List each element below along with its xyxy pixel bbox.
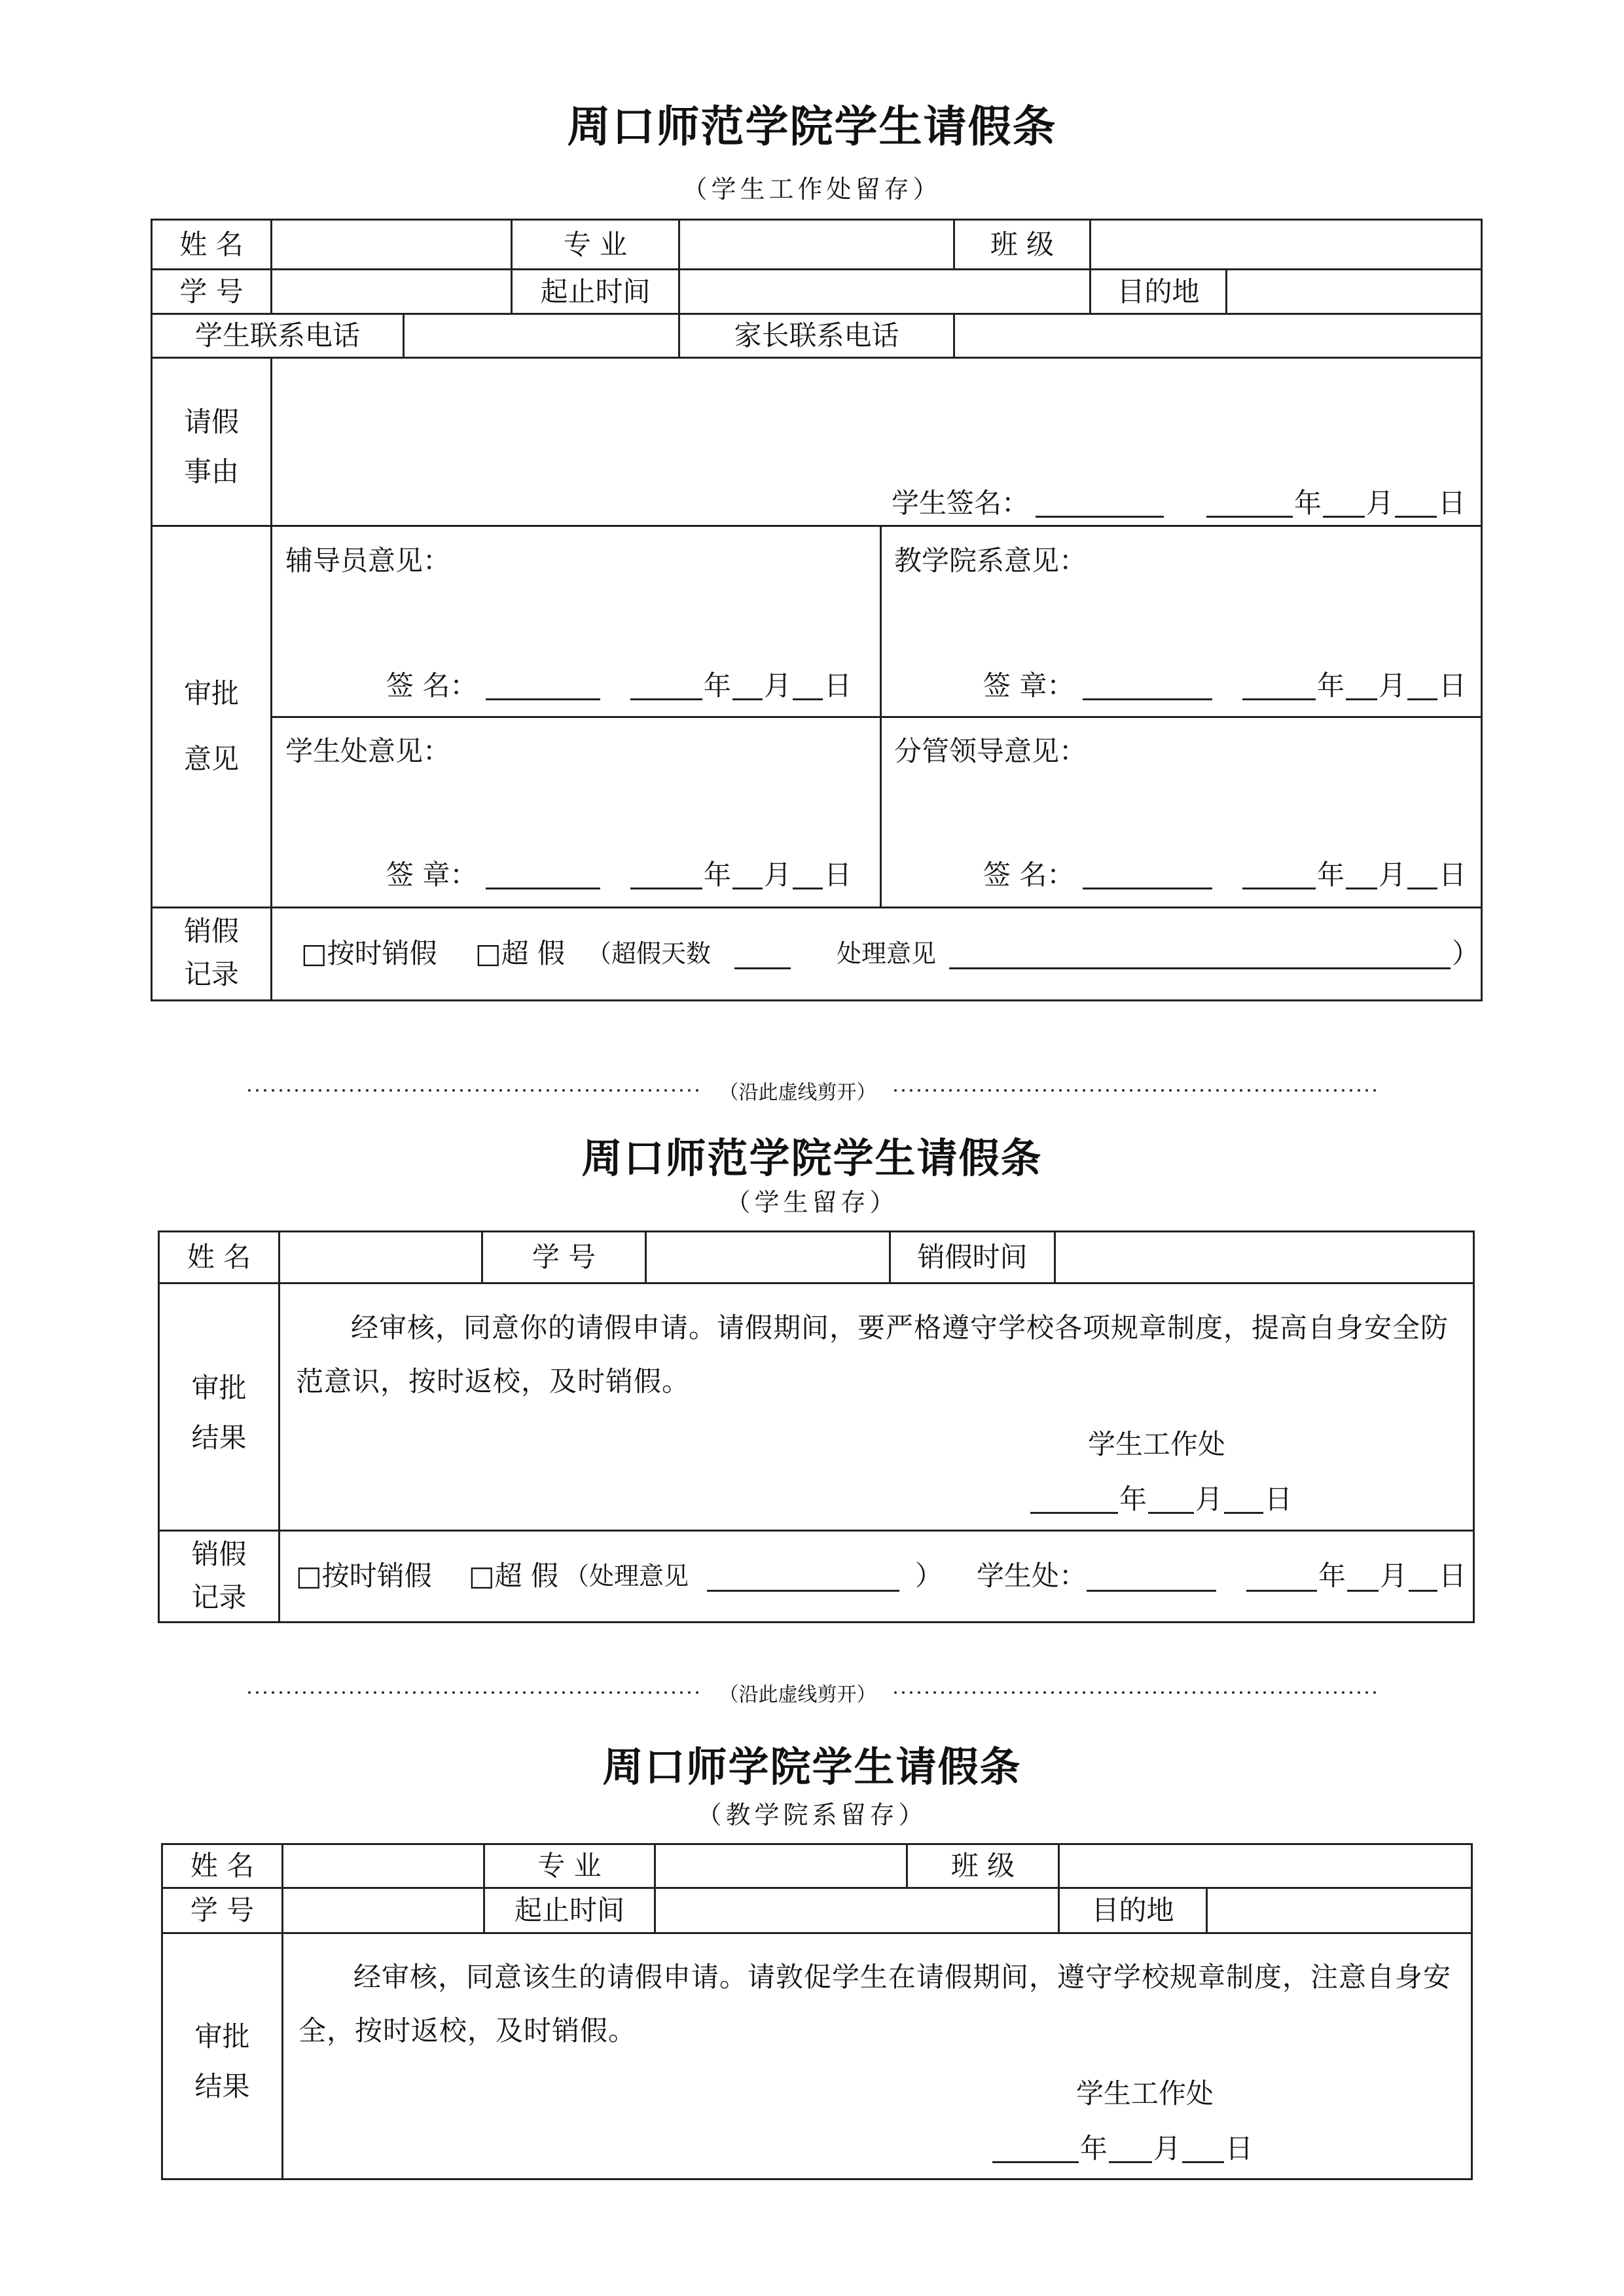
form3-subtitle: （教学院系留存） — [696, 1801, 928, 1829]
cut-dots-right — [892, 1089, 1379, 1092]
form2-approval-label — [160, 1363, 278, 1463]
form3-title: 周口师学院学生请假条 — [602, 1743, 1022, 1791]
form1-reason-label — [153, 397, 270, 497]
form1-over-days-label: （超假天数 — [586, 939, 712, 968]
form1-leader-year-line[interactable] — [1242, 888, 1316, 889]
form1-row-divider — [151, 906, 1483, 908]
form1-student-phone-field[interactable] — [405, 315, 678, 357]
form2-on-time-checkbox[interactable]: □按时销假 — [296, 1560, 432, 1592]
form2-cancel-label-line1: 销假 — [191, 1538, 247, 1570]
form3-class-field[interactable] — [1060, 1845, 1471, 1887]
form1-month-line[interactable] — [1323, 516, 1365, 518]
form1-cancel-label-line2: 记录 — [183, 958, 239, 990]
form3-month-line[interactable] — [1109, 2161, 1152, 2163]
form2-office-day-text: 日 — [1439, 1560, 1467, 1592]
form1-dest-field[interactable] — [1227, 270, 1481, 313]
form1-border-bottom — [151, 999, 1483, 1001]
form1-period-label: 起止时间 — [540, 275, 651, 308]
form3-day-text: 日 — [1225, 2132, 1254, 2164]
form1-student-sign-label: 学生签名： — [892, 487, 1030, 519]
form2-month-line[interactable] — [1148, 1512, 1194, 1514]
form3-name-label: 姓 名 — [190, 1850, 255, 1882]
form1-id-field[interactable] — [272, 270, 511, 313]
form1-counselor-opinion: 辅导员意见： — [285, 545, 451, 577]
form1-period-field[interactable] — [680, 270, 1089, 313]
cut-line-label: （沿此虚线剪开） — [719, 1683, 876, 1706]
form1-approval-label — [153, 661, 270, 792]
form1-subtitle: （学生工作处留存） — [682, 175, 942, 204]
form2-col-divider — [278, 1230, 280, 1623]
form1-leader-month-text: 月 — [1379, 859, 1407, 891]
form1-leader-opinion: 分管领导意见： — [894, 735, 1087, 767]
form3-approval-label-line1: 审批 — [194, 2020, 250, 2053]
form1-leader-sign-label: 签 名： — [983, 859, 1075, 891]
form3-period-label: 起止时间 — [514, 1894, 624, 1926]
form1-counselor-year-text: 年 — [704, 670, 732, 702]
form1-leader-day-line[interactable] — [1407, 888, 1437, 889]
form1-year-text: 年 — [1294, 487, 1322, 519]
form1-counselor-year-line[interactable] — [630, 698, 702, 700]
cut-line-2 — [0, 1678, 1624, 1707]
form2-cancel-time-label: 销假时间 — [917, 1241, 1028, 1273]
form1-student-office-sign-label: 签 章： — [386, 859, 478, 891]
form2-office-year-text: 年 — [1318, 1560, 1346, 1592]
form1-on-time-checkbox[interactable]: □按时销假 — [301, 937, 437, 969]
form1-handle-opinion-label: 处理意见 — [837, 939, 937, 968]
form1-dest-label: 目的地 — [1117, 275, 1200, 308]
form3-day-line[interactable] — [1182, 2161, 1224, 2163]
form2-year-text: 年 — [1119, 1483, 1147, 1515]
form1-class-field[interactable] — [1091, 221, 1481, 268]
form1-major-field[interactable] — [680, 221, 953, 268]
form1-student-office-year-line[interactable] — [630, 888, 702, 889]
form2-cancel-label-line2: 记录 — [191, 1581, 247, 1613]
form3-period-field[interactable] — [656, 1889, 1058, 1932]
form2-office-sign-line[interactable] — [1087, 1590, 1216, 1592]
form1-dept-month-line[interactable] — [1346, 698, 1377, 700]
form1-student-office-year-text: 年 — [704, 859, 732, 891]
form1-day-line[interactable] — [1395, 516, 1437, 518]
form2-cancel-label — [160, 1533, 278, 1619]
form1-month-text: 月 — [1366, 487, 1394, 519]
form1-counselor-sign-line[interactable] — [486, 698, 600, 700]
form2-name-label: 姓 名 — [187, 1241, 251, 1273]
form2-close-paren: ） — [915, 1560, 943, 1592]
form1-parent-phone-field[interactable] — [955, 315, 1481, 357]
form1-student-office-sign-line[interactable] — [486, 888, 600, 889]
form1-handle-opinion-line[interactable] — [949, 967, 1451, 969]
cut-dots-right — [892, 1691, 1379, 1694]
cut-line-label: （沿此虚线剪开） — [719, 1081, 876, 1104]
form1-dept-opinion: 教学院系意见： — [894, 545, 1087, 577]
form1-day-text: 日 — [1438, 487, 1466, 519]
form2-approval-text: 经审核，同意你的请假申请。请假期间，要严格遵守学校各项规章制度，提高自身安全防范意识，按时返校，及时销假。 — [296, 1312, 1449, 1397]
form2-over-time-checkbox[interactable]: □超 假 — [469, 1560, 559, 1592]
form2-name-field[interactable] — [280, 1232, 481, 1282]
form1-student-office-opinion: 学生处意见： — [285, 735, 451, 767]
form1-dept-sign-line[interactable] — [1083, 698, 1212, 700]
form1-border-right — [1481, 219, 1483, 1001]
form3-dest-label: 目的地 — [1091, 1894, 1174, 1926]
form1-title: 周口师范学院学生请假条 — [567, 101, 1057, 152]
form3-class-label: 班 级 — [950, 1850, 1015, 1882]
form2-day-text: 日 — [1265, 1483, 1293, 1515]
form1-reason-label-line1: 请假 — [183, 406, 239, 438]
form1-year-line[interactable] — [1206, 516, 1293, 518]
form1-over-days-line[interactable] — [734, 967, 791, 969]
form1-counselor-month-line[interactable] — [732, 698, 763, 700]
form1-approval-label-line1: 审批 — [183, 677, 239, 709]
form2-cancel-time-field[interactable] — [1056, 1232, 1473, 1282]
cut-line-1 — [0, 1076, 1624, 1105]
form3-id-field[interactable] — [283, 1889, 483, 1932]
form1-student-office-month-line[interactable] — [732, 888, 763, 889]
form1-approval-label-line2: 意见 — [183, 743, 239, 775]
form2-office-month-text: 月 — [1380, 1560, 1408, 1592]
form1-counselor-day-line[interactable] — [793, 698, 823, 700]
form2-handle-opinion-line[interactable] — [707, 1590, 899, 1592]
form3-month-text: 月 — [1153, 2132, 1182, 2164]
form2-border-right — [1473, 1230, 1475, 1623]
form1-cancel-label — [153, 910, 270, 996]
form1-leader-year-text: 年 — [1317, 859, 1345, 891]
form1-col-divider — [880, 525, 882, 906]
form2-office: 学生工作处 — [1088, 1428, 1226, 1460]
form1-major-label: 专 业 — [563, 228, 628, 260]
form1-dept-month-text: 月 — [1379, 670, 1407, 702]
form1-parent-phone-label: 家长联系电话 — [734, 319, 899, 351]
form1-name-label: 姓 名 — [179, 228, 244, 260]
form1-dept-day-text: 日 — [1439, 670, 1467, 702]
form1-leader-sign-line[interactable] — [1083, 888, 1212, 889]
form1-counselor-month-text: 月 — [764, 670, 792, 702]
form3-year-text: 年 — [1080, 2132, 1108, 2164]
form2-office-year-line[interactable] — [1246, 1590, 1317, 1592]
form1-student-phone-label: 学生联系电话 — [194, 319, 360, 351]
form1-leader-day-text: 日 — [1439, 859, 1467, 891]
form1-close-paren: ） — [1452, 937, 1480, 969]
form1-student-office-day-line[interactable] — [793, 888, 823, 889]
cut-dots-left — [245, 1691, 704, 1694]
form1-dept-sign-label: 签 章： — [983, 670, 1075, 702]
form3-border-bottom — [161, 2178, 1473, 2180]
form2-border-bottom — [158, 1621, 1475, 1623]
form2-subtitle: （学生留存） — [725, 1188, 899, 1217]
form2-approval-label-line2: 结果 — [191, 1422, 247, 1454]
form3-year-line[interactable] — [992, 2161, 1079, 2163]
form3-office: 学生工作处 — [1076, 2077, 1214, 2109]
form1-dept-year-text: 年 — [1317, 670, 1345, 702]
form2-row-divider — [158, 1530, 1475, 1532]
form1-id-label: 学 号 — [179, 275, 244, 308]
form1-reason-label-line2: 事由 — [183, 456, 239, 488]
form1-leader-month-line[interactable] — [1346, 888, 1377, 889]
form2-day-line[interactable] — [1224, 1512, 1263, 1514]
form3-approval-label — [163, 2012, 281, 2111]
form2-month-text: 月 — [1195, 1483, 1223, 1515]
form2-office-sign-label: 学生处： — [977, 1560, 1087, 1592]
form3-id-label: 学 号 — [190, 1894, 255, 1926]
form1-row-divider — [151, 525, 1483, 527]
form2-approval-label-line1: 审批 — [191, 1372, 247, 1404]
form1-reason-field[interactable] — [272, 359, 1481, 470]
form1-dept-year-line[interactable] — [1242, 698, 1316, 700]
form1-dept-day-line[interactable] — [1407, 698, 1437, 700]
form3-row-divider — [161, 1932, 1473, 1934]
form2-row-divider — [158, 1282, 1475, 1284]
form1-name-field[interactable] — [272, 221, 511, 268]
form3-approval-text: 经审核，同意该生的请假申请。请敦促学生在请假期间，遵守学校规章制度，注意自身安全，按时返校，及时销假。 — [298, 1961, 1452, 2047]
form2-office-month-line[interactable] — [1347, 1590, 1379, 1592]
form3-border-right — [1471, 1843, 1473, 2180]
form1-student-office-month-text: 月 — [764, 859, 792, 891]
form3-dest-field[interactable] — [1208, 1889, 1471, 1932]
form2-id-field[interactable] — [647, 1232, 889, 1282]
form2-office-day-line[interactable] — [1409, 1590, 1437, 1592]
form1-counselor-sign-label: 签 名： — [386, 670, 478, 702]
form3-name-field[interactable] — [283, 1845, 483, 1887]
cut-dots-left — [245, 1089, 704, 1092]
form1-class-label: 班 级 — [990, 228, 1055, 260]
form3-major-label: 专 业 — [537, 1850, 602, 1882]
form2-title: 周口师范学院学生请假条 — [581, 1134, 1043, 1182]
form2-id-label: 学 号 — [532, 1241, 596, 1273]
form1-row-divider — [270, 716, 1483, 718]
form2-handle-opinion-label: （处理意见 — [564, 1562, 689, 1590]
form3-approval-label-line2: 结果 — [194, 2070, 250, 2102]
form1-cancel-label-line1: 销假 — [183, 915, 239, 947]
form1-student-office-day-text: 日 — [824, 859, 852, 891]
form2-year-line[interactable] — [1030, 1512, 1118, 1514]
form3-major-field[interactable] — [656, 1845, 906, 1887]
form1-counselor-day-text: 日 — [824, 670, 852, 702]
form1-student-sign-line[interactable] — [1036, 516, 1164, 518]
form1-over-time-checkbox[interactable]: □超 假 — [475, 937, 566, 969]
